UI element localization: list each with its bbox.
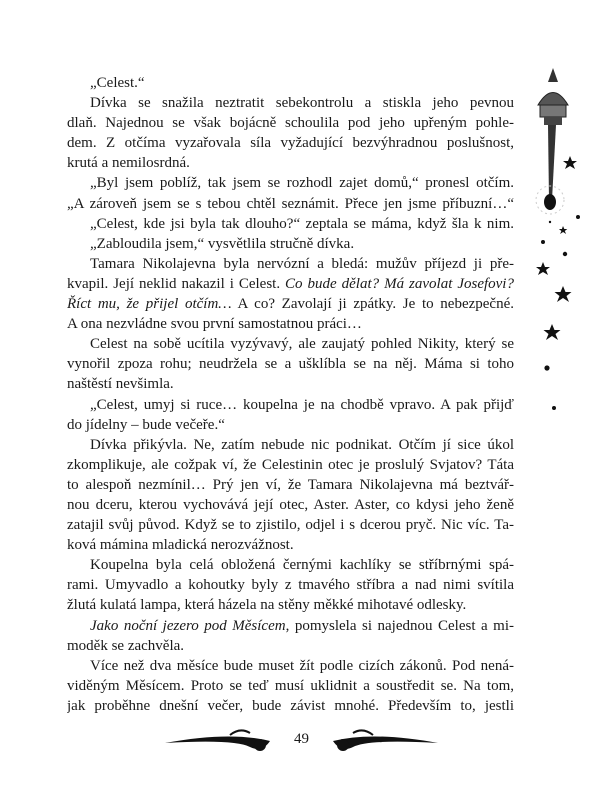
text-line-content bbox=[67, 294, 514, 314]
text-line-content bbox=[67, 676, 514, 696]
text-line-content bbox=[90, 395, 514, 415]
text-line bbox=[67, 395, 514, 415]
text-segment: A co? Zavolají ji zpátky. Je to nebezpečné. bbox=[231, 296, 514, 313]
text-line bbox=[67, 254, 514, 274]
text-segment: A ona nezvládne svou první samostatnou práci… bbox=[67, 316, 362, 333]
text-line bbox=[67, 515, 514, 535]
text-line bbox=[67, 334, 514, 354]
text-line-content bbox=[67, 475, 514, 495]
lamp-and-stars-illustration bbox=[520, 60, 603, 420]
text-line bbox=[67, 234, 514, 254]
text-segment: , pomyslela si najednou Celest a mi- bbox=[285, 617, 514, 634]
text-line bbox=[67, 435, 514, 455]
dot-icon bbox=[563, 252, 567, 256]
text-segment: Více než dva měsíce bude muset žít podle cizích zákonů. Pod nená- bbox=[90, 657, 514, 674]
text-line-content bbox=[90, 334, 514, 354]
text-segment: viděným Měsícem. Proto se teď musí uklidnit a soustředit se. Na tom, bbox=[67, 677, 514, 694]
text-line-content bbox=[67, 354, 514, 374]
body-text bbox=[67, 73, 514, 716]
text-line bbox=[67, 173, 514, 193]
text-line bbox=[67, 415, 514, 435]
text-segment: rami. Umyvadlo a kohoutky byly z tmavého stříbra a nad nimi svítila bbox=[67, 577, 514, 594]
text-segment: žlutá kulatá lampa, která házela na stěny měkké mihotavé odlesky. bbox=[67, 597, 467, 614]
text-line-content bbox=[67, 515, 514, 535]
text-segment: naštěstí nevšimla. bbox=[67, 376, 174, 393]
text-segment: Dívka přikývla. Ne, zatím nebude nic podnikat. Otčím jí sice úkol bbox=[90, 436, 514, 453]
text-segment: moděk se zachvěla. bbox=[67, 637, 185, 654]
text-line bbox=[67, 455, 514, 475]
text-line bbox=[67, 153, 514, 173]
text-line bbox=[67, 214, 514, 234]
text-line-content bbox=[67, 455, 514, 475]
star-icon bbox=[544, 324, 561, 340]
text-segment: „A zároveň jsem se s tebou chtěl seznámit. Přece jen jsme příbuzní…“ bbox=[67, 195, 514, 212]
text-line-content bbox=[67, 636, 184, 656]
text-line-content bbox=[90, 234, 354, 254]
text-line bbox=[67, 475, 514, 495]
text-line-content bbox=[67, 194, 514, 214]
text-segment: vynořil zpoza rohu; neudržela se a ušklíbla se na něj. Máma si toho bbox=[67, 356, 514, 373]
text-segment: Dívka se snažila neztratit sebekontrolu a stiskla jeho pevnou bbox=[90, 95, 514, 112]
text-segment: Celest na sobě ucítila vyzývavý, ale zaujatý pohled Nikity, který se bbox=[90, 336, 514, 353]
text-line bbox=[67, 194, 514, 214]
text-line bbox=[67, 595, 514, 615]
text-segment: nou dceru, kterou vychovává její otec, Aster. Aster, co kdysi jeho ženě bbox=[67, 496, 514, 513]
text-segment: „Celest, umyj si ruce… koupelna je na chodbě vpravo. A pak přijď bbox=[90, 396, 514, 413]
text-line bbox=[67, 636, 514, 656]
text-line-content bbox=[67, 133, 514, 153]
text-segment: kvapil. Její neklid nakazil i Celest. bbox=[67, 275, 286, 292]
text-segment: „Zabloudila jsem,“ vysvětlila stručně dívka. bbox=[90, 235, 355, 252]
dot-icon bbox=[549, 221, 551, 223]
text-line-content bbox=[67, 535, 294, 555]
star-icon bbox=[559, 226, 567, 234]
text-line-content bbox=[90, 73, 145, 93]
text-line bbox=[67, 656, 514, 676]
text-segment: zatajil svůj původ. Když se to zjistilo, odjel i s dcerou pryč. Nic víc. Ta- bbox=[67, 517, 514, 534]
text-segment: zkomplikuje, ale cožpak ví, že Celestinin otec je proslulý Svjatov? Táta bbox=[67, 456, 514, 473]
text-line bbox=[67, 676, 514, 696]
text-segment: jak proběhne dnešní večer, bude závist mnohé. Především to, jestli bbox=[67, 697, 514, 714]
italic-text: Co bude dělat? Má zavolat Josefovi? bbox=[285, 275, 514, 292]
star-icon bbox=[536, 262, 550, 275]
text-line-content bbox=[67, 113, 514, 133]
text-line-content bbox=[90, 435, 514, 455]
text-line-content bbox=[90, 254, 514, 274]
text-line bbox=[67, 274, 514, 294]
text-line-content bbox=[67, 314, 362, 334]
text-line-content bbox=[90, 656, 514, 676]
text-segment: to alespoň nezmínil… Prý jen ví, že Tamara Nikolajevna má beztvář- bbox=[67, 476, 514, 493]
text-segment: „Celest.“ bbox=[90, 75, 145, 91]
text-line bbox=[67, 73, 514, 93]
text-segment: „Byl jsem poblíž, tak jsem se rozhodl zajet domů,“ pronesl otčím. bbox=[90, 175, 514, 192]
star-icon bbox=[563, 156, 577, 169]
text-line bbox=[67, 314, 514, 334]
text-line-content bbox=[90, 214, 514, 234]
text-line bbox=[67, 535, 514, 555]
text-line-content bbox=[90, 616, 514, 636]
text-line-content bbox=[90, 173, 514, 193]
text-segment: ková mámina mladická nerozvážnost. bbox=[67, 537, 294, 554]
text-segment: do jídelny – bude večeře.“ bbox=[67, 416, 225, 433]
dot-icon bbox=[544, 365, 549, 370]
text-line-content bbox=[90, 93, 514, 113]
text-line-content bbox=[67, 575, 514, 595]
lamp-icon bbox=[536, 68, 568, 214]
text-line bbox=[67, 696, 514, 716]
text-segment: dlaň. Najednou se však bojácně schoulila pod jeho upřeným pohle- bbox=[67, 115, 514, 132]
text-segment: Koupelna byla celá obložená černými kachlíky se stříbrnými spá- bbox=[90, 557, 514, 574]
text-line bbox=[67, 616, 514, 636]
text-line bbox=[67, 294, 514, 314]
text-segment: dem. Z otčíma vyzařovala síla vyžadující bezvýhradnou poslušnost, bbox=[67, 135, 514, 152]
page-footer bbox=[0, 727, 603, 757]
text-line bbox=[67, 354, 514, 374]
text-segment: Tamara Nikolajevna byla nervózní a bledá: mužův příjezd ji pře- bbox=[90, 255, 514, 272]
dot-icon bbox=[552, 406, 556, 410]
italic-text: Říct mu, že přijel otčím… bbox=[67, 296, 232, 313]
text-segment: „Celest, kde jsi byla tak dlouho?“ zeptala se máma, když šla k nim. bbox=[90, 215, 514, 232]
page-number: 49 bbox=[294, 731, 309, 747]
text-line-content bbox=[67, 696, 514, 716]
star-icon bbox=[555, 286, 572, 302]
text-line-content bbox=[67, 495, 514, 515]
text-line bbox=[67, 374, 514, 394]
text-line-content bbox=[67, 595, 466, 615]
italic-text: Jako noční jezero pod Měsícem bbox=[90, 617, 286, 634]
text-line bbox=[67, 113, 514, 133]
text-segment: krutá a nemilosrdná. bbox=[67, 155, 190, 172]
text-line-content bbox=[67, 274, 514, 294]
dot-icon bbox=[541, 240, 545, 244]
text-line-content bbox=[67, 153, 190, 173]
text-line-content bbox=[67, 374, 174, 394]
text-line bbox=[67, 93, 514, 113]
text-line bbox=[67, 133, 514, 153]
text-line bbox=[67, 555, 514, 575]
text-line-content bbox=[90, 555, 514, 575]
dot-icon bbox=[576, 215, 580, 219]
text-line bbox=[67, 495, 514, 515]
text-line-content bbox=[67, 415, 225, 435]
text-line bbox=[67, 575, 514, 595]
